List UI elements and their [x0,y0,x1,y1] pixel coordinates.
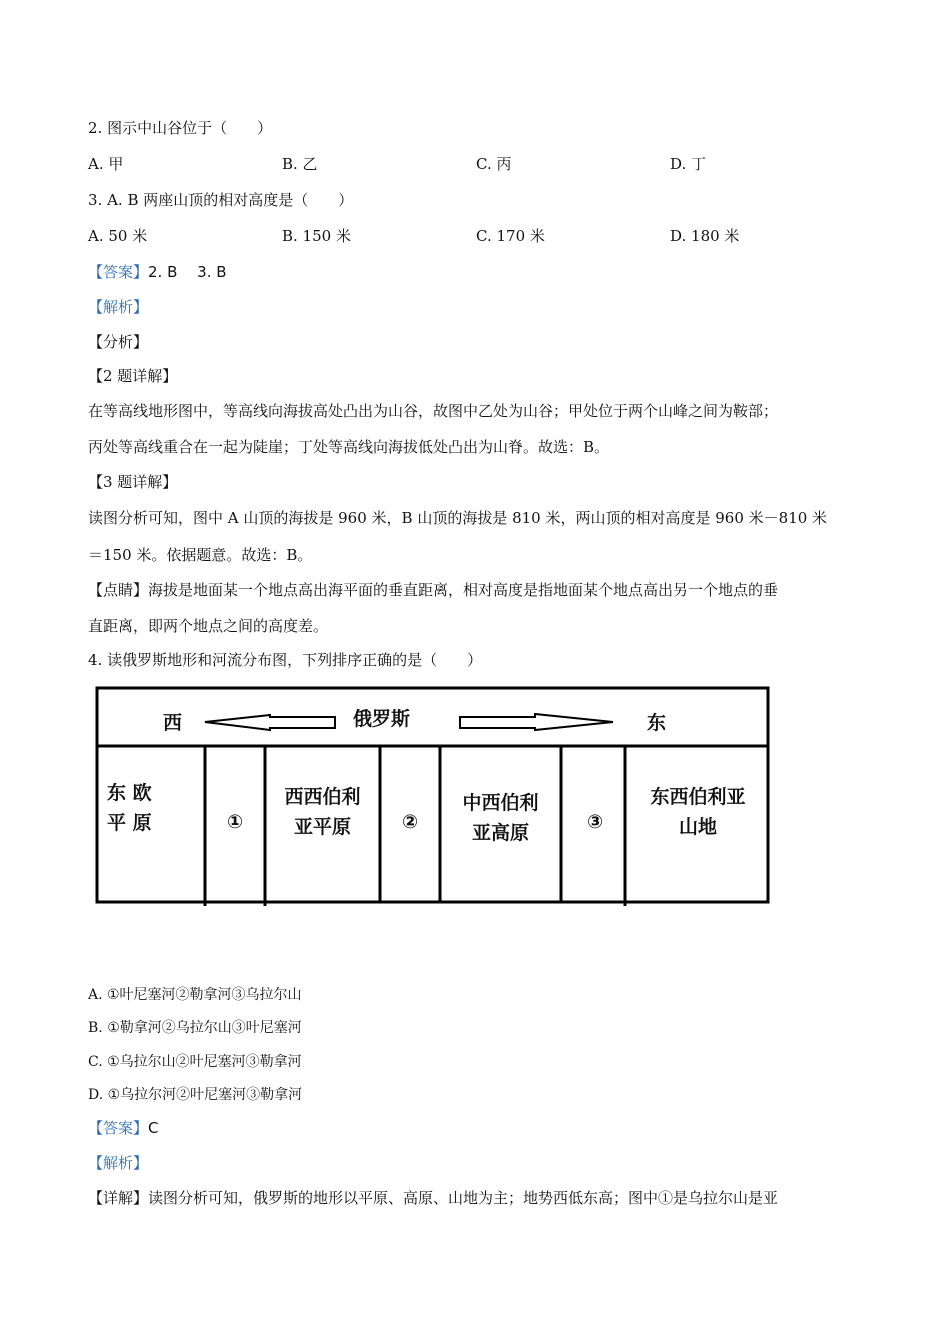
answer-line-1 [88,261,227,283]
q3-stem: 3. A. B 两座山顶的相对高度是（ ） [88,191,354,209]
q3-option-d: D. 180 米 [670,227,740,245]
q4-option-c: C. ①乌拉尔山②叶尼塞河③勒拿河 [88,1054,302,1070]
q3-option-b: B. 150 米 [282,227,351,245]
diagram-cell-marker-2: ② [401,811,419,833]
detail3-line2: ＝150 米。依据题意。故选：B。 [88,546,313,564]
answer-tag: 【答案】 [88,263,149,281]
west-arrow-icon [205,715,335,730]
diagram-cell-marker-3: ③ [586,811,604,833]
diagram-cell-east-europe: 东 欧 平 原 [107,782,152,834]
q4-option-a: A. ①叶尼塞河②勒拿河③乌拉尔山 [88,987,302,1003]
q4-option-b: B. ①勒拿河②乌拉尔山③叶尼塞河 [88,1020,302,1036]
q3-option-a: A. 50 米 [88,227,148,245]
analysis-tag: 【解析】 [88,298,149,316]
detail3-line1: 读图分析可知，图中 A 山顶的海拔是 960 米，B 山顶的海拔是 810 米，两山顶的相对高度是 960 米－810 米 [88,509,828,527]
detail2-line1: 在等高线地形图中，等高线向海拔高处凸出为山谷，故图中乙处为山谷；甲处位于两个山峰之间为鞍部； [88,402,779,420]
diagram-cell-east-siberia: 东西伯利亚 山地 [650,786,746,838]
answer-tag: 【答案】 [88,1119,149,1137]
dianjing-line1: 【点睛】海拔是地面某一个地点高出海平面的垂直距离，相对高度是指地面某个地点高出另一个地点的垂 [88,581,779,599]
q4-option-d: D. ①乌拉尔河②叶尼塞河③勒拿河 [88,1087,303,1103]
answer-text: 2. B 3. B [148,263,227,281]
q2-option-b: B. 乙 [282,155,318,173]
diagram-cell-central-siberia: 中西伯利 亚高原 [462,792,539,844]
detail4-line: 【详解】读图分析可知，俄罗斯的地形以平原、高原、山地为主；地势西低东高；图中①是乌拉尔山是亚 [88,1189,779,1207]
q2-option-d: D. 丁 [670,155,707,173]
analysis-tag: 【解析】 [88,1154,149,1172]
q4-stem: 4. 读俄罗斯地形和河流分布图，下列排序正确的是（ ） [88,651,483,669]
east-arrow-icon [460,714,613,730]
diagram-west-label: 西 [163,712,183,734]
diagram-cell-west-siberia: 西西伯利 亚平原 [284,786,361,838]
q3-option-c: C. 170 米 [476,227,545,245]
russia-terrain-diagram [95,686,771,906]
answer-text: C [148,1119,159,1137]
fenxi-heading: 【分析】 [88,333,149,351]
q2-option-a: A. 甲 [88,155,124,173]
detail2-line2: 丙处等高线重合在一起为陡崖；丁处等高线向海拔低处凸出为山脊。故选：B。 [88,438,610,456]
diagram-east-label: 东 [647,712,667,734]
detail2-title: 【2 题详解】 [88,367,178,385]
diagram-cell-marker-1: ① [226,811,244,833]
detail3-title: 【3 题详解】 [88,473,178,491]
diagram-center-label: 俄罗斯 [353,708,411,730]
q2-option-c: C. 丙 [476,155,512,173]
dianjing-line2: 直距离，即两个地点之间的高度差。 [88,617,329,635]
answer-line-2 [88,1117,159,1139]
q2-stem: 2. 图示中山谷位于（ ） [88,119,273,137]
